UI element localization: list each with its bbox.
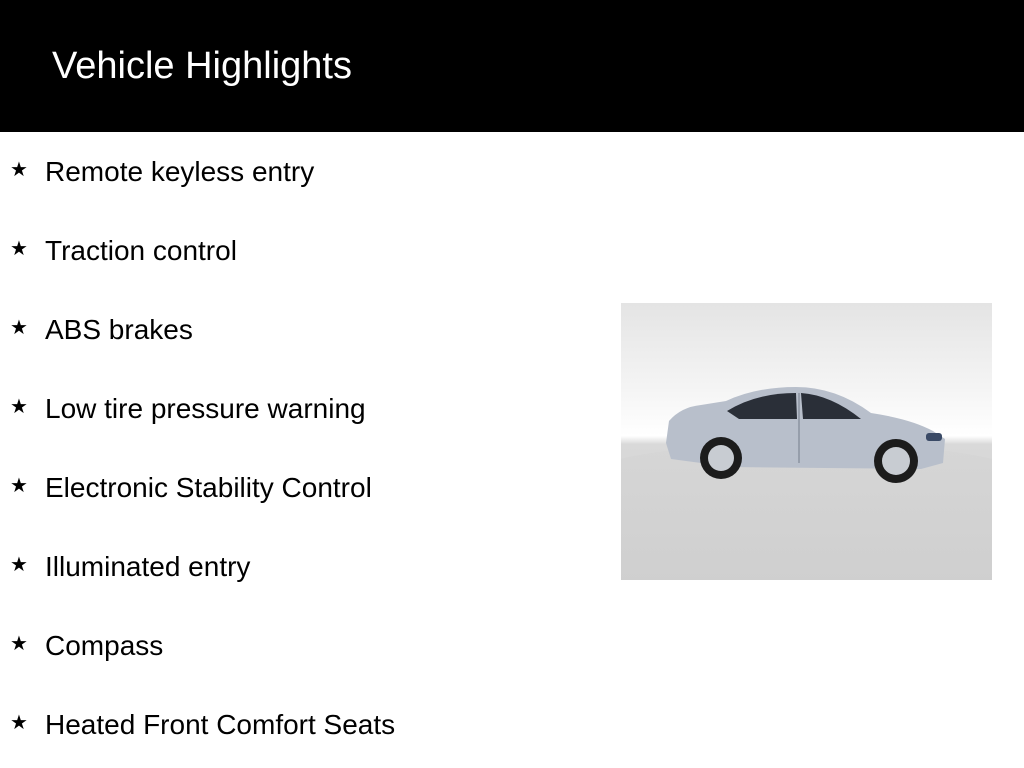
page-title: Vehicle Highlights [52,45,352,87]
star-icon: ★ [10,633,28,655]
highlight-label: Traction control [45,235,237,266]
car-illustration [621,303,992,580]
highlight-label: Compass [45,630,164,661]
star-icon: ★ [10,475,28,497]
highlight-label: Low tire pressure warning [45,393,366,424]
star-icon: ★ [10,159,28,181]
star-icon: ★ [10,712,28,734]
highlight-label: Illuminated entry [45,551,251,582]
star-icon: ★ [10,317,28,339]
star-icon: ★ [10,396,28,418]
vehicle-photo [621,303,992,580]
header-bar [0,0,1024,132]
highlight-label: Remote keyless entry [45,156,315,187]
star-icon: ★ [10,554,28,576]
highlight-label: ABS brakes [45,314,193,345]
highlight-label: Heated Front Comfort Seats [45,709,396,740]
highlight-label: Electronic Stability Control [45,472,372,503]
star-icon: ★ [10,238,28,260]
